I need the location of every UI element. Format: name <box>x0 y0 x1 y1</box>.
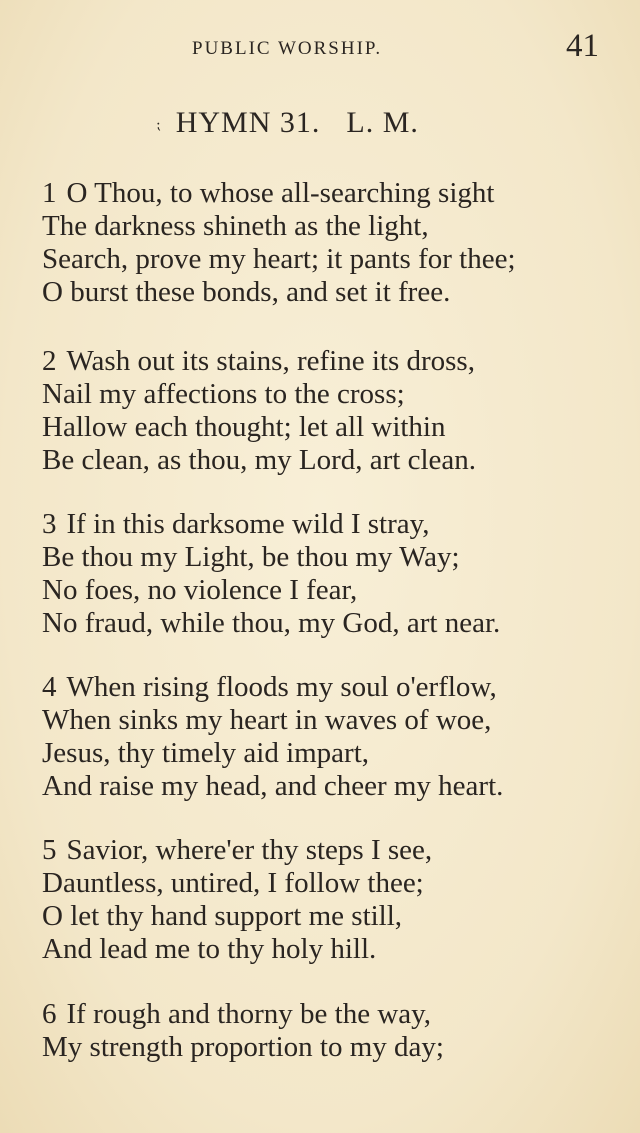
stanza-line <box>42 508 622 541</box>
line-text: If in this darksome wild I stray, <box>66 508 430 540</box>
line-text: O Thou, to whose all-searching sight <box>66 177 495 209</box>
stanza-line: Dauntless, untired, I follow thee; <box>42 867 424 899</box>
stanza-line: Be clean, as thou, my Lord, art clean. <box>42 444 477 476</box>
hymn-title <box>156 106 419 140</box>
stanza-line: The darkness shineth as the light, <box>42 210 429 242</box>
stanza-2 <box>42 345 622 477</box>
stanza-line <box>42 177 622 210</box>
stanza-6 <box>42 998 622 1064</box>
stanza-line <box>42 345 622 378</box>
stanza-1 <box>42 177 622 309</box>
stanza-line: And lead me to thy holy hill. <box>42 933 377 965</box>
stanza-line <box>42 998 622 1031</box>
stanza-number: 6 <box>42 998 57 1030</box>
stanza-line: Nail my affections to the cross; <box>42 378 405 410</box>
stanza-line: And raise my head, and cheer my heart. <box>42 770 504 802</box>
stanza-line <box>42 671 622 704</box>
stanza-line: When sinks my heart in waves of woe, <box>42 704 492 736</box>
line-text: If rough and thorny be the way, <box>66 998 432 1030</box>
stanza-line: O let thy hand support me still, <box>42 900 403 932</box>
stanza-line: O burst these bonds, and set it free. <box>42 276 451 308</box>
line-text: Savior, where'er thy steps I see, <box>66 834 433 866</box>
stanza-line <box>42 834 622 867</box>
hymn-number: HYMN 31. <box>175 106 321 139</box>
stanza-number: 5 <box>42 834 57 866</box>
stanza-3 <box>42 508 622 640</box>
stanza-line: No foes, no violence I fear, <box>42 574 358 606</box>
stanza-4 <box>42 671 622 803</box>
stanza-line: Jesus, thy timely aid impart, <box>42 737 370 769</box>
stanza-number: 2 <box>42 345 57 377</box>
stanza-number: 3 <box>42 508 57 540</box>
hymn-meter: L. M. <box>346 106 419 139</box>
page-number: 41 <box>566 28 599 64</box>
stanza-number: 4 <box>42 671 57 703</box>
line-text: Wash out its stains, refine its dross, <box>66 345 475 377</box>
stanza-5 <box>42 834 622 966</box>
running-head: PUBLIC WORSHIP. <box>192 38 383 59</box>
line-text: When rising floods my soul o'erflow, <box>66 671 497 703</box>
stanza-number: 1 <box>42 177 57 209</box>
stanza-line: Search, prove my heart; it pants for thee; <box>42 243 516 275</box>
stanza-line: Be thou my Light, be thou my Way; <box>42 541 460 573</box>
stanza-line: My strength proportion to my day; <box>42 1031 444 1063</box>
printer-mark: ⁏ <box>156 117 162 133</box>
stanza-line: Hallow each thought; let all within <box>42 411 446 443</box>
stanza-line: No fraud, while thou, my God, art near. <box>42 607 501 639</box>
